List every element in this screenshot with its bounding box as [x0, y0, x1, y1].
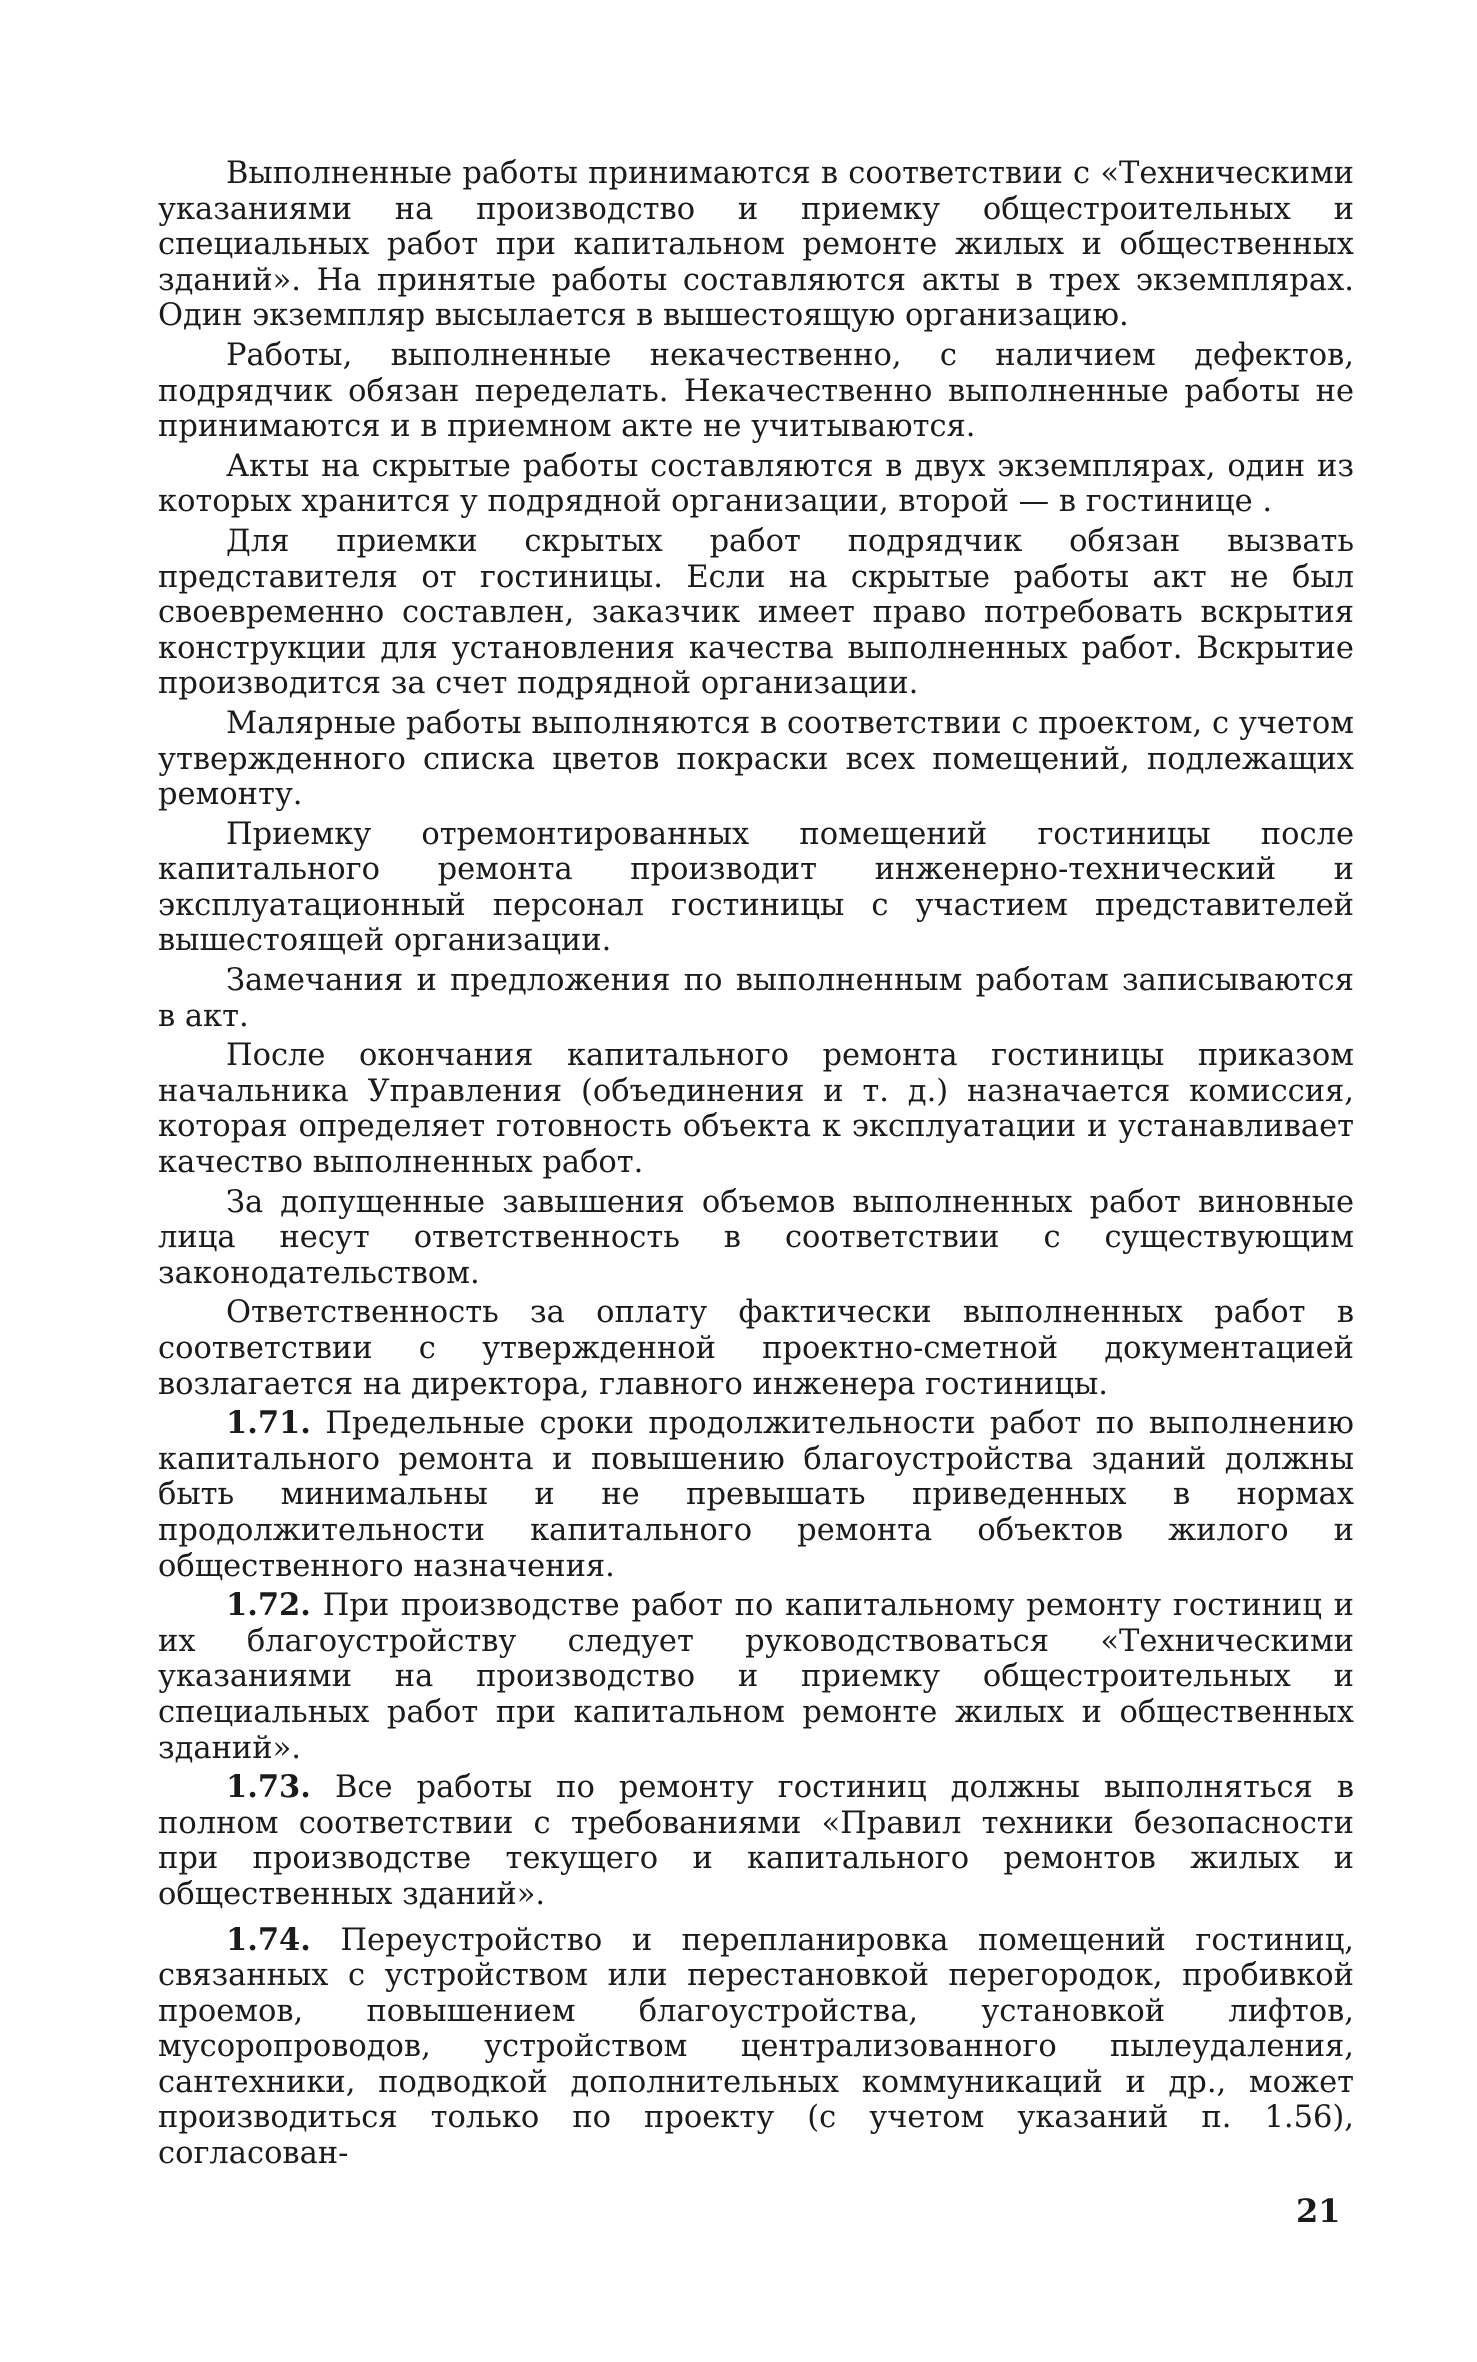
clause-1-72	[158, 1588, 1354, 1766]
page-number: 21	[1296, 2192, 1341, 2230]
paragraph	[158, 706, 1354, 813]
paragraph-text: За допущенные завышения объемов выполненных работ виновные лица несут ответственность в соответствии с существующим законодательством.	[158, 1184, 1354, 1291]
paragraph-text: Замечания и предложения по выполненным работам записываются в акт.	[158, 963, 1354, 1034]
paragraph-text: Акты на скрытые работы составляются в двух экземплярах, один из которых хранится у подрядной организации, второй — в гостинице .	[158, 448, 1354, 520]
paragraph	[158, 817, 1354, 959]
clause-1-73	[158, 1770, 1354, 1912]
clause-number: 1.72.	[226, 1587, 311, 1624]
paragraph-text: Переустройство и перепланировка помещений гостиниц, связанных с устройством или перестановкой перегородок, пробивкой проемов, повышением благоустройства, установкой лифтов, мусоропроводов, устройством централизованного пылеудаления, сантехники, подводкой дополнительных коммуникаций и др., может производиться только по проекту (с учетом указаний п. 1.56), согласован-	[158, 1922, 1354, 2172]
paragraph	[158, 963, 1354, 1034]
paragraph-text: Для приемки скрытых работ подрядчик обязан вызвать представителя от гостиницы. Если на скрытые работы акт не был своевременно составлен, заказчик имеет право потребовать вскрытия конструкции для установления качества выполненных работ. Вскрытие производится за счет подрядной организации.	[158, 523, 1354, 702]
clause-number: 1.73.	[226, 1769, 311, 1806]
clause-1-71	[158, 1406, 1354, 1584]
paragraph	[158, 1295, 1354, 1402]
paragraph	[158, 524, 1354, 702]
paragraph-text: Приемку отремонтированных помещений гостиницы после капитального ремонта производит инженерно-технический и эксплуатационный персонал гостиницы с участием представителей вышестоящей организации.	[158, 816, 1354, 959]
paragraph-text: При производстве работ по капитальному ремонту гостиниц и их благоустройству следует руководствоваться «Техническими указаниями на производство и приемку общестроительных и специальных работ при капитальном ремонте жилых и общественных зданий».	[158, 1588, 1354, 1766]
clause-1-74	[158, 1923, 1354, 2172]
paragraph	[158, 338, 1354, 445]
paragraph-text: Ответственность за оплату фактически выполненных работ в соответствии с утвержденной проектно-сметной документацией возлагается на директора, главного инженера гостиницы.	[158, 1295, 1354, 1402]
paragraph-text: После окончания капитального ремонта гостиницы приказом начальника Управления (объединения и т. д.) назначается комиссия, которая определяет готовность объекта к эксплуатации и устанавливает качество выполненных работ.	[158, 1038, 1354, 1181]
paragraph	[158, 449, 1354, 520]
paragraph-text: Все работы по ремонту гостиниц должны выполняться в полном соответствии с требованиями «Правил техники безопасности при производстве текущего и капитального ремонтов жилых и общественных зданий».	[158, 1770, 1354, 1912]
paragraph	[158, 1185, 1354, 1292]
paragraph-text: Выполненные работы принимаются в соответствии с «Техническими указаниями на производство и приемку общестроительных и специальных работ при капитальном ремонте жилых и общественных зданий». На принятые работы составляются акты в трех экземплярах. Один экземпляр высылается в вышестоящую организацию.	[158, 156, 1354, 334]
paragraph-text: Работы, выполненные некачественно, с наличием дефектов, подрядчик обязан переделать. Некачественно выполненные работы не принимаются и в приемном акте не учитываются.	[158, 337, 1354, 445]
paragraph	[158, 1038, 1354, 1180]
clause-number: 1.71.	[226, 1405, 311, 1442]
paragraph-text: Малярные работы выполняются в соответствии с проектом, с учетом утвержденного списка цветов покраски всех помещений, подлежащих ремонту.	[158, 705, 1354, 813]
paragraph	[158, 156, 1354, 334]
paragraph-text: Предельные сроки продолжительности работ по выполнению капитального ремонта и повышению благоустройства зданий должны быть минимальны и не превышать приведенных в нормах продолжительности капитального ремонта объектов жилого и общественного назначения.	[158, 1406, 1354, 1584]
page-body	[158, 156, 1354, 2176]
clause-number: 1.74.	[226, 1921, 311, 1958]
